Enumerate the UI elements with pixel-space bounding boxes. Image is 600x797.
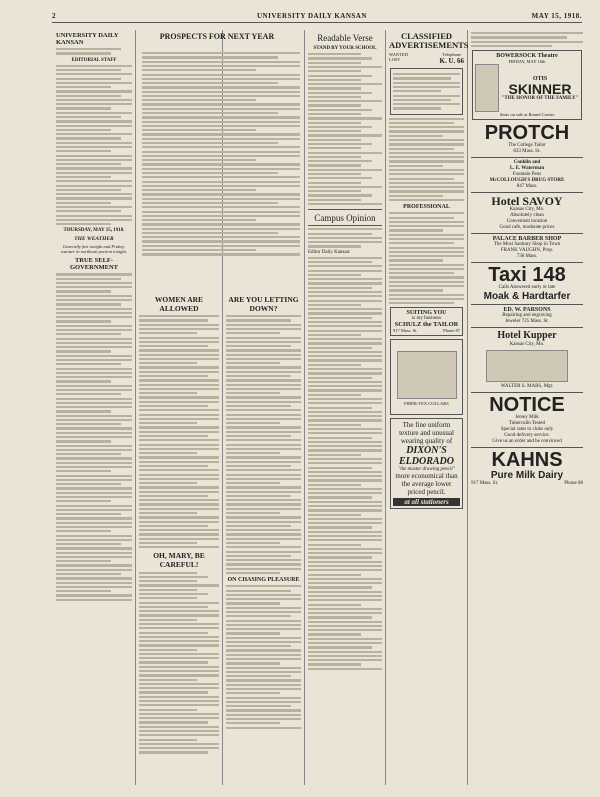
notice-delivery: Good delivery service. (504, 433, 550, 439)
page-number: 2 (52, 12, 56, 20)
kahns-sub: Pure Milk Dairy (490, 470, 564, 482)
pleasure-heading: ON CHASING PLEASURE (227, 577, 300, 584)
actor-portrait (475, 64, 499, 112)
kupper-manager: WALTER S. MARS, Mgr. (500, 384, 554, 390)
tailor-phone: Phone 87 (443, 328, 460, 334)
editor-salutation: Editor Daily Kansan: (308, 249, 351, 255)
prospects-heading: PROSPECTS FOR NEXT YEAR (159, 32, 275, 41)
collar-illustration (397, 351, 457, 399)
poem-heading: OH, MARY, BE CAREFUL! (153, 551, 205, 570)
classified-heading: CLASSIFIED ADVERTISEMENTS (389, 31, 469, 50)
actor-first: OTIS (532, 75, 548, 82)
pencil-text-2: more economical than the average lower priced pencil. (395, 472, 458, 497)
column-1 (56, 30, 132, 787)
collar-text: FIBER-TEX COLLARS (404, 400, 449, 406)
kahns-phone: Phone 88 (564, 481, 583, 487)
taxi-sub: Calls Answered early or late (498, 285, 556, 291)
date-line: THURSDAY, MAY 15, 1918. (63, 228, 125, 234)
masthead: UNIVERSITY DAILY KANSAN (56, 32, 119, 46)
kahns-address: 917 Mass. St. (471, 481, 499, 487)
paper-title: UNIVERSITY DAILY KANSAN (257, 12, 367, 20)
column-5 (389, 30, 469, 787)
barber-name: PALACE BARBER SHOP (492, 236, 562, 243)
column-6 (471, 30, 583, 787)
hotel-illustration (486, 350, 568, 382)
drug-store: McCOLLOUGH'S DRUG STORE (489, 178, 565, 184)
barber-sub: The Most Sanitary Shop in Town (493, 242, 561, 248)
play-title: "THE HONOR OF THE FAMILY" (501, 95, 579, 101)
savoy-name: Hotel SAVOY (491, 194, 563, 209)
column-4 (308, 30, 382, 787)
dealers-text: at all stationers (393, 498, 460, 506)
parsons-sub: Repairing and engraving (502, 313, 552, 319)
conklin: Conklin and (513, 160, 541, 166)
notice-rates: Special rates to clubs only (500, 427, 554, 433)
suiting-sub: is my business (411, 316, 442, 322)
protch-name: PROTCH (484, 122, 570, 145)
page-date: MAY 15, 1918. (531, 12, 582, 20)
prospects-article (142, 50, 300, 280)
seats-text: Seats on sale at Round Corner (499, 112, 555, 118)
taxi-company: Moak & Hardtarfer (483, 291, 571, 303)
lost-label: LOST (389, 57, 401, 62)
dixon-name: DIXON'S ELDORADO (398, 445, 454, 468)
women-article (139, 292, 219, 787)
savoy-line-2: Convenient location (506, 219, 548, 225)
editorial-heading: TRUE SELF-GOVERNMENT (69, 257, 119, 272)
wanted-label: WANTED (389, 52, 408, 57)
parsons-name: ED. W. PARSONS (503, 307, 551, 314)
campus-opinion-heading: Campus Opinion (314, 213, 376, 224)
page-header (52, 10, 582, 23)
taxi-name: Taxi 148 (488, 264, 566, 287)
weather-text: Generally fair tonight and Friday; warmer in northeast portion tonight. (60, 244, 128, 255)
kupper-name: Hotel Kupper (497, 330, 557, 342)
phone-number: K. U. 66 (439, 57, 464, 65)
letting-down-heading: ARE YOU LETTING DOWN? (228, 295, 299, 313)
kahns-name: KAHNS (491, 449, 563, 472)
theatre-date: FRIDAY, MAY 16th (508, 59, 546, 65)
savoy-line-1: Absolutely clean (510, 213, 544, 219)
notice-milk: Jersey Milk (515, 415, 539, 421)
staff-heading: EDITORIAL STAFF (71, 57, 117, 63)
column-3 (226, 292, 301, 787)
savoy-city: Kansas City, Mo. (509, 207, 545, 213)
parsons-address: Jeweler 725 Mass. St. (505, 319, 549, 325)
dixon-tagline: "the master drawing pencil" (398, 467, 455, 473)
pens: Fountain Pens (512, 172, 542, 178)
professional-heading: PROFESSIONAL (403, 204, 450, 211)
pencil-text-1: The fine uniform texture and unusual wearing quality of (399, 421, 454, 446)
savoy-line-3: Good cafe, moderate prices (499, 225, 555, 231)
phone-label: Telephone (442, 52, 462, 57)
barber-owner: FRANK VAUGHN, Prop. (500, 248, 554, 254)
tailor-address: 917 Mass. St. (393, 328, 418, 334)
notice-tested: Tuberculin Tested (509, 421, 545, 427)
barber-address: 738 Mass. (516, 254, 538, 260)
protch-sub: The College Tailor (508, 143, 546, 149)
notice-order: Give us an order and be convinced (492, 439, 562, 445)
notice-heading: NOTICE (489, 394, 565, 417)
tailor-name: SCHULZ the TAILOR (394, 321, 459, 329)
theatre-name: BOWERSOCK Theatre (496, 53, 558, 60)
drug-address: 847 Mass. (516, 184, 538, 190)
waterman: L. E. Waterman (509, 166, 545, 172)
actor-last: SKINNER (508, 80, 572, 97)
kupper-city: Kansas City, Mo. (509, 342, 545, 348)
protch-address: 833 Mass. St. (513, 149, 541, 155)
suiting-you: SUITING YOU (406, 310, 447, 317)
weather-heading: THE WEATHER (74, 236, 114, 243)
women-heading: WOMEN ARE ALLOWED (154, 295, 204, 313)
readable-verse-heading: Readable Verse (317, 33, 373, 43)
stand-heading: STAND BY YOUR SCHOOL (313, 46, 377, 51)
